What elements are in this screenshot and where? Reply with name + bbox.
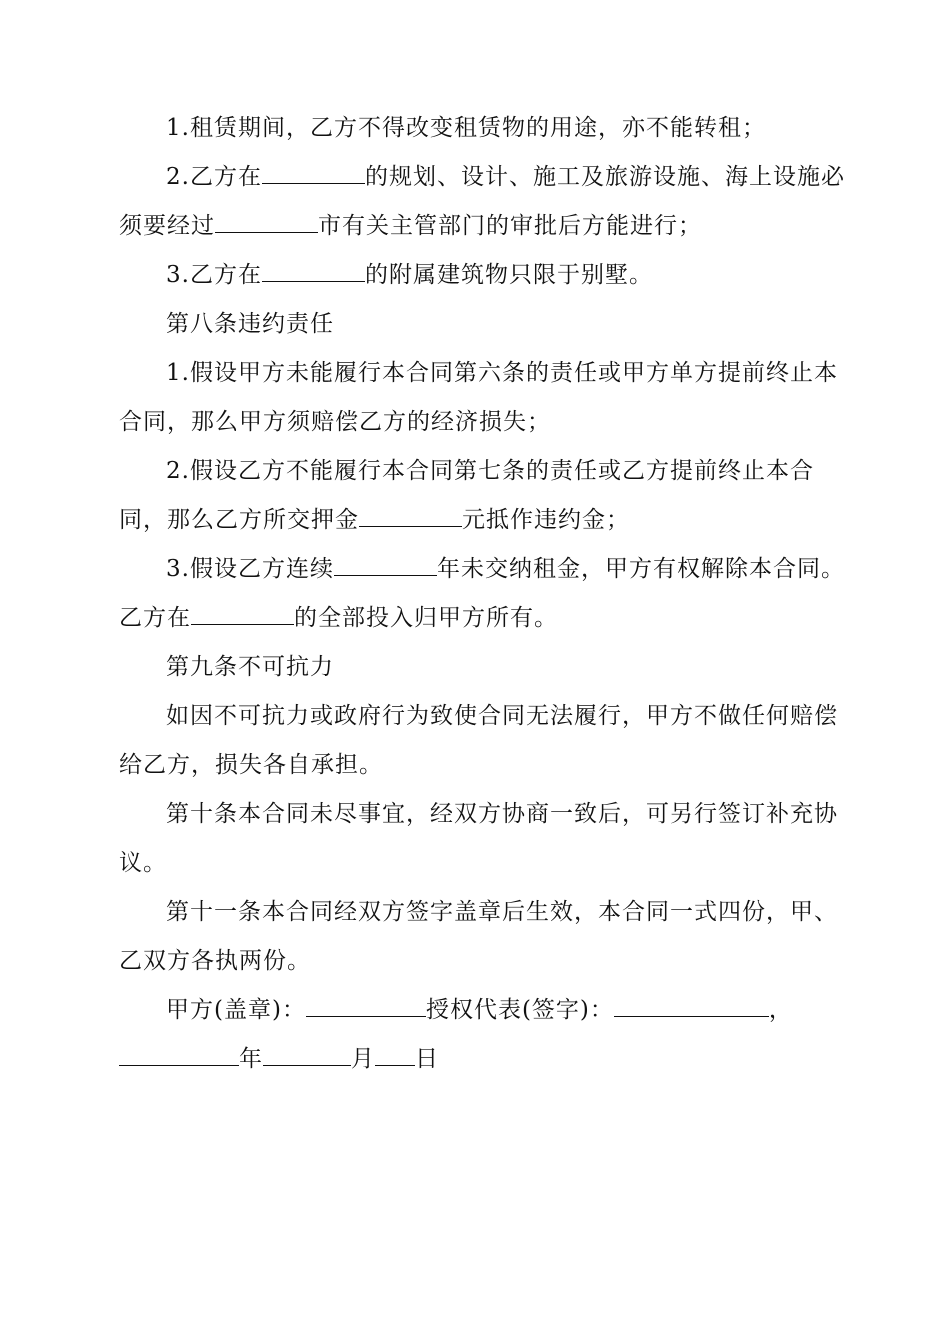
article-title: 第九条不可抗力 (166, 654, 334, 680)
clause-text: 的全部投入归甲方所有。 (294, 605, 558, 631)
clause-text: 2.乙方在 (166, 164, 262, 190)
article-9-title (119, 643, 859, 692)
clause-text: 3.假设乙方连续 (166, 556, 334, 582)
clause-text: 第十一条本合同经双方签字盖章后生效，本合同一式四份，甲、乙双方各执两份。 (119, 899, 838, 974)
day-label: 日 (415, 1046, 439, 1072)
contract-body (119, 104, 859, 1084)
party-a-label: 甲方(盖章)： (166, 997, 306, 1023)
year-label: 年 (239, 1046, 263, 1072)
clause-text: 2.假设乙方不能履行本合同第七条的责任或乙方提前终止本合同，那么乙方所交押金 (119, 458, 814, 533)
clause-text: 如因不可抗力或政府行为致使合同无法履行，甲方不做任何赔偿给乙方，损失各自承担。 (119, 703, 838, 778)
separator-comma: ， (768, 997, 793, 1023)
signature-line (119, 986, 859, 1035)
signature-blank (614, 996, 769, 1017)
clause-text: 的规划、设计、施工及旅游设施、海上设施必须要经过 (119, 164, 845, 239)
clause-8-1 (119, 349, 859, 447)
clause-text: 年未交纳租金，甲方有权解除本合同。乙方在 (119, 556, 845, 631)
day-blank (375, 1045, 415, 1066)
clause-text: 市有关主管部门的审批后方能进行； (318, 213, 702, 239)
clause-text: 3.乙方在 (166, 262, 262, 288)
representative-label: 授权代表(签字)： (425, 997, 614, 1023)
year-blank (119, 1045, 239, 1066)
clause-text: 1.租赁期间，乙方不得改变租赁物的用途，亦不能转租； (166, 115, 766, 141)
date-line (119, 1035, 859, 1084)
fill-blank (334, 555, 437, 576)
clause-7-3 (119, 251, 859, 300)
article-title: 第八条违约责任 (166, 311, 334, 337)
article-10 (119, 790, 859, 888)
fill-blank (262, 163, 365, 184)
clause-text: 1.假设甲方未能履行本合同第六条的责任或甲方单方提前终止本合同，那么甲方须赔偿乙方的经济损失； (119, 360, 838, 435)
month-blank (263, 1045, 351, 1066)
article-11 (119, 888, 859, 986)
clause-text: 的附属建筑物只限于别墅。 (364, 262, 653, 288)
article-9-body (119, 692, 859, 790)
clause-8-3 (119, 545, 859, 643)
signature-blank (306, 996, 426, 1017)
fill-blank (191, 604, 294, 625)
month-label: 月 (351, 1046, 375, 1072)
clause-text: 第十条本合同未尽事宜，经双方协商一致后，可另行签订补充协议。 (119, 801, 838, 876)
clause-7-2 (119, 153, 859, 251)
fill-blank (359, 506, 462, 527)
fill-blank (215, 212, 318, 233)
fill-blank (262, 261, 365, 282)
clause-8-2 (119, 447, 859, 545)
clause-text: 元抵作违约金； (462, 507, 630, 533)
clause-7-1 (119, 104, 859, 153)
article-8-title (119, 300, 859, 349)
